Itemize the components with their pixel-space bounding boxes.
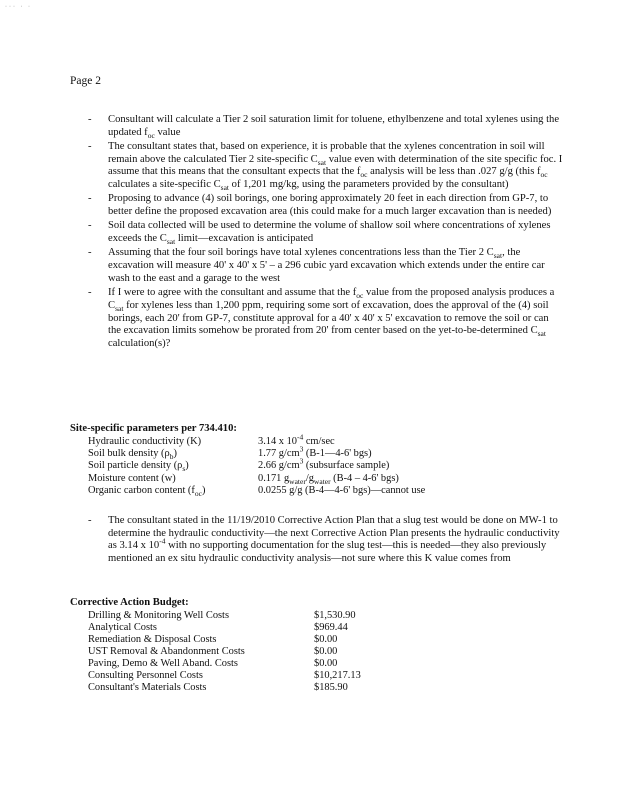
parameter-row: Organic carbon content $(f_{oc})$ 0.0255 g/g (B-4—4-6' bgs)—cannot use bbox=[88, 484, 426, 498]
site-parameters-heading: Site-specific parameters per 734.410: bbox=[70, 423, 237, 434]
budget-row: Drilling & Monitoring Well Costs $1,530.90 bbox=[88, 610, 356, 621]
budget-heading: Corrective Action Budget: bbox=[70, 597, 189, 608]
bullet-item: - The consultant states that, based on experience, it is probable that the xylenes concentration in soil will remain above the calculated Tier 2 site-specific $C_{sat}$ value even with determination of the site specific foc. I assume that this means that the consultant expects that the $f_{oc}$ analysis will be less than .027 g/g (this $f_{oc}$ calculates a site-specific $C_{sat}$ of 1,201 mg/kg, using the parameters provided by the consultant) bbox=[88, 141, 563, 193]
budget-table bbox=[88, 610, 361, 694]
bullet-item: - Consultant will calculate a Tier 2 soil saturation limit for toluene, ethylbenzene and total xylenes using the updated $f_{oc}$ value bbox=[88, 114, 560, 140]
site-parameters-table bbox=[88, 432, 426, 498]
parameter-row: Soil particle density $(\rho_s)$ 2.66 $g/cm^3$ (subsurface sample) bbox=[88, 456, 390, 474]
budget-row: Analytical Costs $969.44 bbox=[88, 622, 348, 633]
parameter-row: Hydraulic conductivity (K) 3.14 x $10^{-4}$ cm/sec bbox=[88, 432, 335, 447]
budget-row: Paving, Demo & Well Aband. Costs $0.00 bbox=[88, 658, 338, 669]
bullet-item: - If I were to agree with the consultant and assume that the $f_{oc}$ value from the proposed analysis produces a $C_{sat}$ for xylenes less than 1,200 ppm, requiring some sort of excavation, does the approval of the (4) soil borings, each 20' from GP-7, constitute approval for a 40' x 40' x 5' excavation to remove the soil or can the excavation limits somehow be prorated from 20' from center based on the yet-to-be-determined $C_{sat}$ calculation(s)? bbox=[88, 287, 555, 349]
corner-scan-mark: ··· · · bbox=[5, 4, 32, 10]
review-bullet-list bbox=[88, 114, 563, 352]
slug-test-bullet bbox=[88, 515, 566, 565]
budget-row: Consulting Personnel Costs $10,217.13 bbox=[88, 670, 361, 681]
parameter-row: Moisture content (w) 0.171 $g_{water}/g_{water}$ (B-4 – 4-6' bgs) bbox=[88, 472, 399, 486]
parameter-row: Soil bulk density $(\rho_b)$ 1.77 $g/cm^3$ (B-1—4-6' bgs) bbox=[88, 444, 372, 462]
page-number-label: Page 2 bbox=[70, 75, 101, 87]
bullet-item: - The consultant stated in the 11/19/2010 Corrective Action Plan that a slug test would be done on MW-1 to determine the hydraulic conductivity—the next Corrective Action Plan presents the hydraulic conductivity as 3.14 x $10^{-4}$ with no supporting documentation for the slug test—this is needed—they also previously mentioned an ex situ hydraulic conductivity analysis—not sure where this K value comes from bbox=[88, 515, 560, 564]
bullet-item: - Assuming that the four soil borings have total xylenes concentrations less than the Tier 2 $C_{sat}$, the excavation will measure 40' x 40' x 5' – a 296 cubic yard excavation which extends under the entire car wash to the east and a garage to the west bbox=[88, 247, 545, 284]
bullet-item: - Proposing to advance (4) soil borings, one boring approximately 20 feet in each direction from GP-7, to better define the proposed excavation area (this could make for a much larger excavation than is needed) bbox=[88, 193, 552, 218]
budget-row: UST Removal & Abandonment Costs $0.00 bbox=[88, 646, 338, 657]
budget-row: Remediation & Disposal Costs $0.00 bbox=[88, 634, 338, 645]
budget-row: Consultant's Materials Costs $185.90 bbox=[88, 682, 348, 693]
bullet-item: - Soil data collected will be used to determine the volume of shallow soil where concentrations of xylenes exceeds the $C_{sat}$ limit—excavation is anticipated bbox=[88, 220, 551, 247]
